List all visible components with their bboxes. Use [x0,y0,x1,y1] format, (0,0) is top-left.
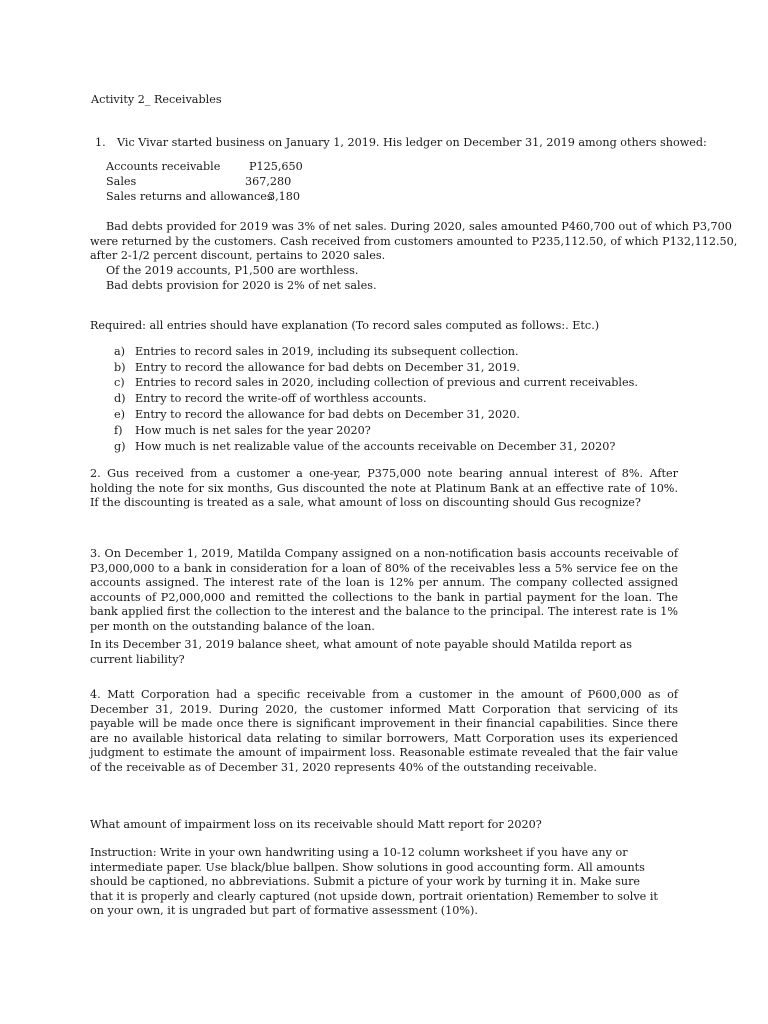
list-item [114,345,519,360]
list-item-text: How much is net realizable value of the accounts receivable on December 31, 2020? [135,440,616,453]
question-1-number: 1. [95,136,106,149]
ledger-label: Sales [106,175,137,188]
paragraph-line: after 2-1/2 percent discount, pertains to 2020 sales. [90,249,386,262]
question-3: 3. On December 1, 2019, Matilda Company assigned on a non-notification basis accounts receivable of P3,000,000 to a bank in consideration for a loan of 80% of the receivables less a 5% service fee on the accounts assigned. The interest rate of the loan is 12% per annum. The company collected assigned accounts of P2,000,000 and remitted the collections to the bank in partial payment for the loan. The bank applied first the collection to the interest and the balance to the principal. The interest rate is 1% per month on the outstanding balance of the loan. [90,547,678,633]
list-item-text: How much is net sales for the year 2020? [135,424,371,437]
required-heading: Required: all entries should have explanation (To record sales computed as follows:. Etc.) [90,319,600,332]
list-item [114,440,615,455]
ledger-amount: P125,650 [249,160,303,173]
ledger-amount: 367,280 [245,175,292,188]
question-2: 2. Gus received from a customer a one-year, P375,000 note bearing annual interest of 8%. After holding the note for six months, Gus discounted the note at Platinum Bank at an effective rate of 10%. If the discounting is treated as a sale, what amount of loss on discounting should Gus recognize? [90,467,678,510]
list-item [114,408,520,423]
list-item [114,392,427,407]
list-marker: g) [114,440,126,453]
list-marker: b) [114,361,126,374]
list-item-text: Entries to record sales in 2020, including collection of previous and current receivables. [135,376,638,389]
list-marker: f) [114,424,123,437]
paragraph-line: Of the 2019 accounts, P1,500 are worthless. [106,264,359,277]
list-item-text: Entries to record sales in 2019, including its subsequent collection. [135,345,519,358]
document-title: Activity 2_ Receivables [91,93,222,106]
ledger-label: Accounts receivable [106,160,221,173]
list-item-text: Entry to record the allowance for bad debts on December 31, 2019. [135,361,520,374]
paragraph-line: Bad debts provision for 2020 is 2% of net sales. [106,279,377,292]
paragraph-line: Bad debts provided for 2019 was 3% of net sales. During 2020, sales amounted P460,700 out of which P3,700 [106,220,732,233]
question-4-prompt: What amount of impairment loss on its receivable should Matt report for 2020? [90,818,542,831]
instruction-paragraph: Instruction: Write in your own handwriting using a 10-12 column worksheet if you have any or intermediate paper. Use black/blue ballpen. Show solutions in good accounting form. All amounts should be captioned, no abbreviations. Submit a picture of your work by turning it in. Make sure that it is properly and clearly captured (not upside down, portrait orientation) Remember to solve it on your own, it is ungraded but part of formative assessment (10%). [90,846,658,918]
list-item-text: Entry to record the write-off of worthless accounts. [135,392,427,405]
list-marker: a) [114,345,126,358]
list-item [114,376,638,391]
question-1-intro: Vic Vivar started business on January 1, 2019. His ledger on December 31, 2019 among others showed: [117,136,707,149]
ledger-row [106,160,306,175]
list-item [114,361,520,376]
list-marker: d) [114,392,126,405]
question-4: 4. Matt Corporation had a specific receivable from a customer in the amount of P600,000 as of December 31, 2019. During 2020, the customer informed Matt Corporation that servicing of its payable will be made once there is significant improvement in their financial capabilities. Since there are no available historical data relating to similar borrowers, Matt Corporation uses its experienced judgment to estimate the amount of impairment loss. Reasonable estimate revealed that the fair value of the receivable as of December 31, 2020 represents 40% of the outstanding receivable. [90,688,678,774]
list-item-text: Entry to record the allowance for bad debts on December 31, 2020. [135,408,520,421]
ledger-row [106,175,306,190]
list-item [114,424,371,439]
ledger-amount: 3,180 [268,190,301,203]
ledger-label: Sales returns and allowances [106,190,273,203]
ledger-row [106,190,306,205]
question-3-prompt: In its December 31, 2019 balance sheet, what amount of note payable should Matilda report as current liability? [90,638,633,666]
list-marker: c) [114,376,125,389]
paragraph-line: were returned by the customers. Cash received from customers amounted to P235,112.50, of which P132,112.50, [90,235,738,248]
list-marker: e) [114,408,125,421]
